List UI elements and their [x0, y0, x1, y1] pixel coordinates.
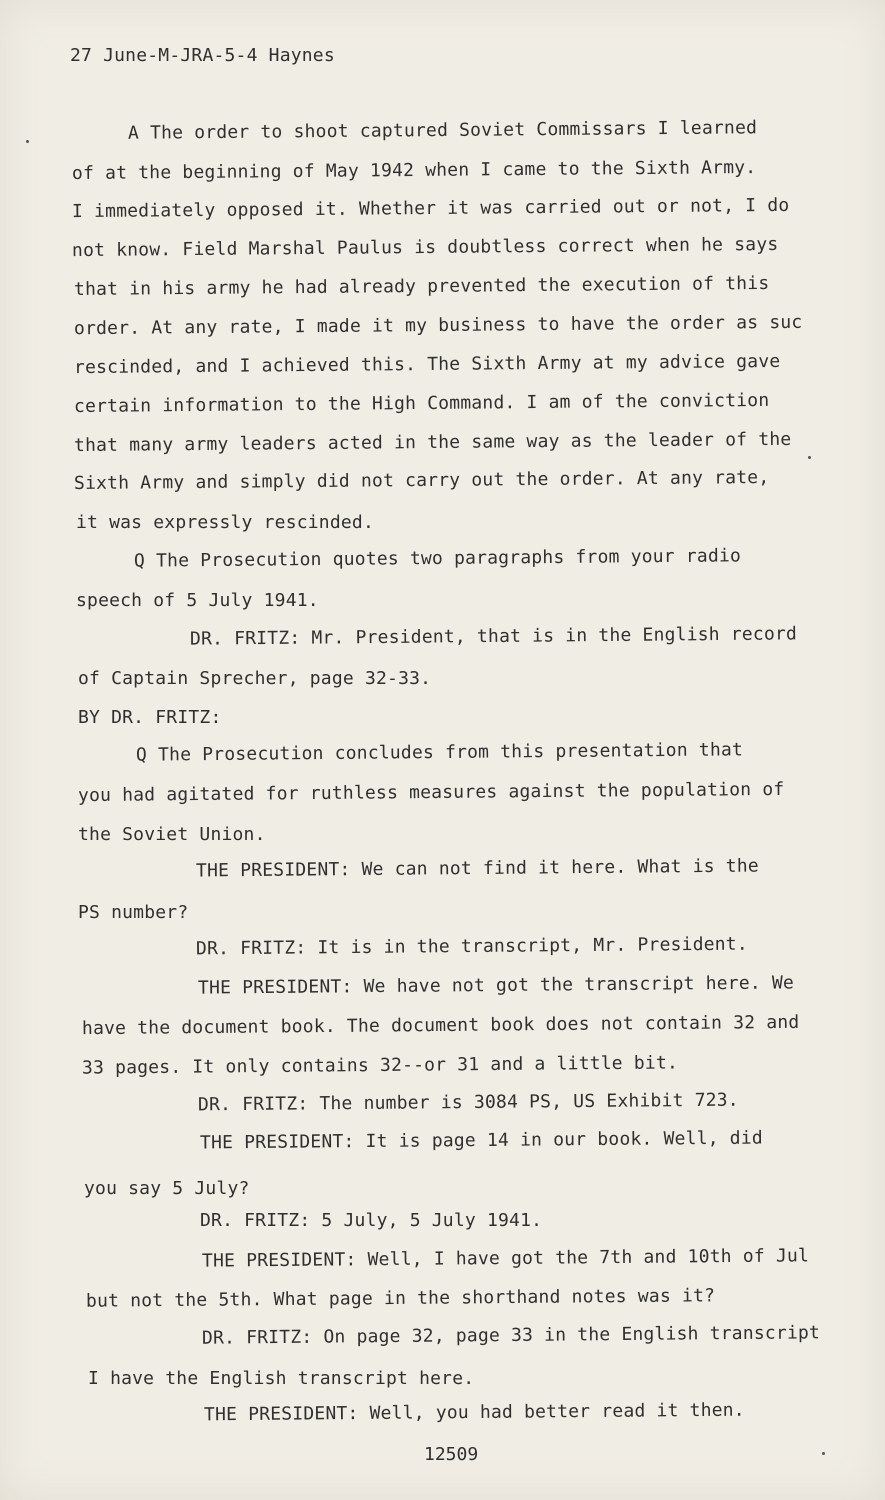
- text-line: DR. FRITZ: On page 32, page 33 in the English transcript: [201, 1322, 821, 1349]
- text-line: but not the 5th. What page in the shorthand notes was it?: [85, 1285, 716, 1312]
- text-line: speech of 5 July 1941.: [76, 590, 319, 611]
- text-line: I immediately opposed it. Whether it was carried out or not, I do: [71, 194, 790, 223]
- text-line: have the document book. The document book does not contain 32 and: [81, 1011, 800, 1040]
- document-header: 27 June-M-JRA-5-4 Haynes: [70, 45, 335, 66]
- text-line: A The order to shoot captured Soviet Commissars I learned: [127, 117, 758, 144]
- text-line: DR. FRITZ: 5 July, 5 July 1941.: [200, 1210, 543, 1231]
- stray-mark: [822, 1452, 825, 1455]
- text-line: DR. FRITZ: The number is 3084 PS, US Exhibit 723.: [197, 1089, 739, 1116]
- text-line: Q The Prosecution concludes from this presentation that: [135, 739, 744, 766]
- text-line: it was expressly rescinded.: [76, 512, 374, 533]
- stray-mark: [808, 456, 811, 459]
- text-line: THE PRESIDENT: It is page 14 in our book. Well, did: [199, 1127, 763, 1154]
- page-number: 12509: [424, 1444, 479, 1465]
- text-line: you had agitated for ruthless measures against the population of: [77, 778, 785, 807]
- text-line: THE PRESIDENT: We can not find it here. What is the: [195, 855, 759, 882]
- text-line: order. At any rate, I made it my business to have the order as suc: [73, 311, 803, 340]
- margin-mark: [26, 140, 29, 143]
- text-line: I have the English transcript here.: [88, 1368, 475, 1389]
- text-line: THE PRESIDENT: We have not got the transcript here. We: [197, 972, 795, 999]
- text-line: Sixth Army and simply did not carry out the order. At any rate,: [73, 466, 770, 495]
- text-line: DR. FRITZ: It is in the transcript, Mr. President.: [195, 933, 748, 960]
- text-line: BY DR. FRITZ:: [78, 707, 222, 728]
- text-line: 33 pages. It only contains 32--or 31 and a little bit.: [81, 1052, 679, 1079]
- text-line: certain information to the High Command. I am of the conviction: [73, 389, 770, 418]
- text-line: not know. Field Marshal Paulus is doubtless correct when he says: [71, 233, 779, 262]
- text-line: THE PRESIDENT: Well, you had better read it then.: [203, 1399, 745, 1426]
- text-line: DR. FRITZ: Mr. President, that is in the English record: [189, 623, 798, 650]
- text-line: that many army leaders acted in the same way as the leader of the: [73, 428, 792, 457]
- text-line: THE PRESIDENT: Well, I have got the 7th and 10th of Jul: [201, 1245, 810, 1272]
- text-line: rescinded, and I achieved this. The Sixth Army at my advice gave: [73, 350, 781, 379]
- text-line: PS number?: [78, 902, 189, 923]
- text-line: that in his army he had already prevented the execution of this: [73, 272, 770, 301]
- text-line: the Soviet Union.: [78, 824, 266, 845]
- text-line: you say 5 July?: [84, 1178, 250, 1199]
- text-line: Q The Prosecution quotes two paragraphs from your radio: [133, 545, 742, 572]
- text-line: of Captain Sprecher, page 32-33.: [78, 668, 432, 689]
- text-line: of at the beginning of May 1942 when I came to the Sixth Army.: [71, 157, 757, 184]
